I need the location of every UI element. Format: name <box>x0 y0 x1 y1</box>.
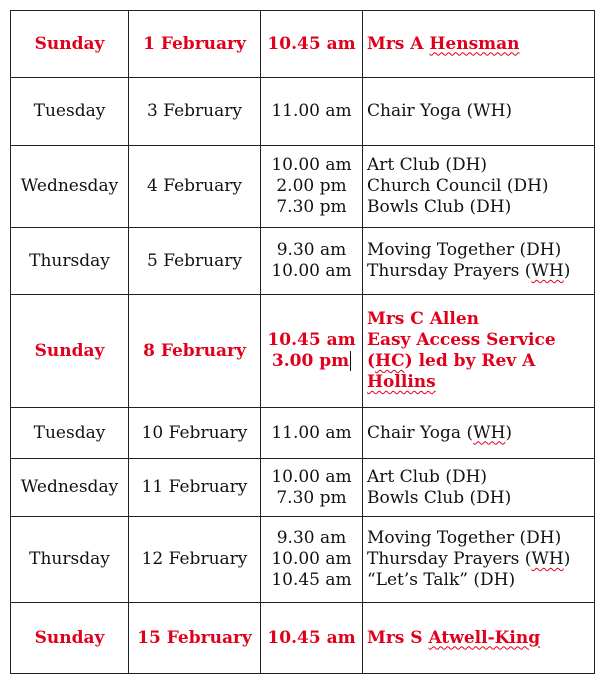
schedule-row-wednesday-11-february <box>11 459 595 517</box>
event-line: Easy Access Service <box>367 330 556 350</box>
time-cell <box>261 517 363 603</box>
schedule-row-thursday-12-february <box>11 517 595 603</box>
schedule-row-thursday-5-february <box>11 228 595 295</box>
time-line: 10.45 am <box>267 330 356 350</box>
time-cell <box>261 78 363 146</box>
schedule-row-tuesday-3-february <box>11 78 595 146</box>
day-cell: Thursday <box>11 517 129 603</box>
event-line: Mrs C Allen <box>367 309 479 329</box>
time-line: 10.00 am <box>271 155 352 175</box>
date-cell: 10 February <box>129 408 261 459</box>
event-line: Art Club (DH) <box>367 155 488 175</box>
events-cell <box>363 146 595 228</box>
time-line: 10.00 am <box>271 466 352 487</box>
time-line: 11.00 am <box>271 422 352 443</box>
time-cell <box>261 603 363 674</box>
event-line: Chair Yoga (WH) <box>367 101 513 121</box>
event-name-part: Atwell-King <box>428 627 541 648</box>
time-cell <box>261 295 363 408</box>
events-cell <box>363 603 595 674</box>
date-cell: 11 February <box>129 459 261 517</box>
date-cell: 8 February <box>129 295 261 408</box>
event-line: Church Council (DH) <box>367 176 549 196</box>
time-line: 9.30 am <box>276 528 347 548</box>
schedule-table <box>10 10 595 674</box>
schedule-row-sunday-15-february <box>11 603 595 674</box>
day-cell: Sunday <box>11 603 129 674</box>
day-cell: Thursday <box>11 228 129 295</box>
event-line: Bowls Club (DH) <box>367 197 512 217</box>
time-line: 11.00 am <box>271 101 352 121</box>
event-line: Mrs S Atwell-King <box>367 627 541 648</box>
time-line: 10.45 am <box>267 33 356 54</box>
event-line: Thursday Prayers (WH) <box>367 261 571 281</box>
time-line: 9.30 am <box>276 240 347 260</box>
day-cell: Tuesday <box>11 408 129 459</box>
time-cell <box>261 459 363 517</box>
events-cell <box>363 295 595 408</box>
events-cell <box>363 228 595 295</box>
time-line: 10.45 am <box>267 627 356 648</box>
event-line: Bowls Club (DH) <box>367 487 512 508</box>
day-cell: Tuesday <box>11 78 129 146</box>
time-line: 7.30 pm <box>276 487 347 508</box>
schedule-row-sunday-8-february <box>11 295 595 408</box>
event-line: Moving Together (DH) <box>367 240 562 260</box>
events-cell <box>363 459 595 517</box>
day-cell: Sunday <box>11 11 129 78</box>
time-line <box>265 351 358 372</box>
event-line: Art Club (DH) <box>367 466 488 487</box>
date-cell: 15 February <box>129 603 261 674</box>
date-cell: 1 February <box>129 11 261 78</box>
time-cell <box>261 11 363 78</box>
date-cell: 5 February <box>129 228 261 295</box>
time-line: 2.00 pm <box>276 176 347 196</box>
date-cell: 4 February <box>129 146 261 228</box>
event-line: Mrs A Hensman <box>367 33 520 54</box>
schedule-row-wednesday-4-february <box>11 146 595 228</box>
event-name-part: WH <box>531 261 564 281</box>
date-cell: 3 February <box>129 78 261 146</box>
event-name-part: WH <box>531 549 564 569</box>
events-cell <box>363 408 595 459</box>
event-line: Moving Together (DH) <box>367 528 562 548</box>
time-cell <box>261 228 363 295</box>
day-cell: Wednesday <box>11 459 129 517</box>
time-cell <box>261 408 363 459</box>
schedule-row-sunday-1-february <box>11 11 595 78</box>
event-line: Thursday Prayers (WH) <box>367 549 571 569</box>
event-line: (HC) led by Rev A <box>367 351 536 371</box>
event-name-part: HC <box>375 351 405 371</box>
event-line: “Let’s Talk” (DH) <box>367 570 516 590</box>
event-line <box>367 372 590 393</box>
time-line: 7.30 pm <box>276 197 347 217</box>
events-cell <box>363 11 595 78</box>
time-cell <box>261 146 363 228</box>
event-name-part: Hollins <box>367 372 436 392</box>
time-line: 10.00 am <box>271 261 352 281</box>
time-line: 10.00 am <box>271 549 352 569</box>
event-name-part: Hensman <box>429 33 520 54</box>
day-cell: Sunday <box>11 295 129 408</box>
event-name-part: WH <box>473 422 506 443</box>
date-cell: 12 February <box>129 517 261 603</box>
text-cursor: 3.00 pm <box>271 351 350 371</box>
events-cell <box>363 78 595 146</box>
schedule-row-tuesday-10-february <box>11 408 595 459</box>
time-line: 10.45 am <box>271 570 352 590</box>
event-line: Chair Yoga (WH) <box>367 422 513 443</box>
day-cell: Wednesday <box>11 146 129 228</box>
events-cell <box>363 517 595 603</box>
